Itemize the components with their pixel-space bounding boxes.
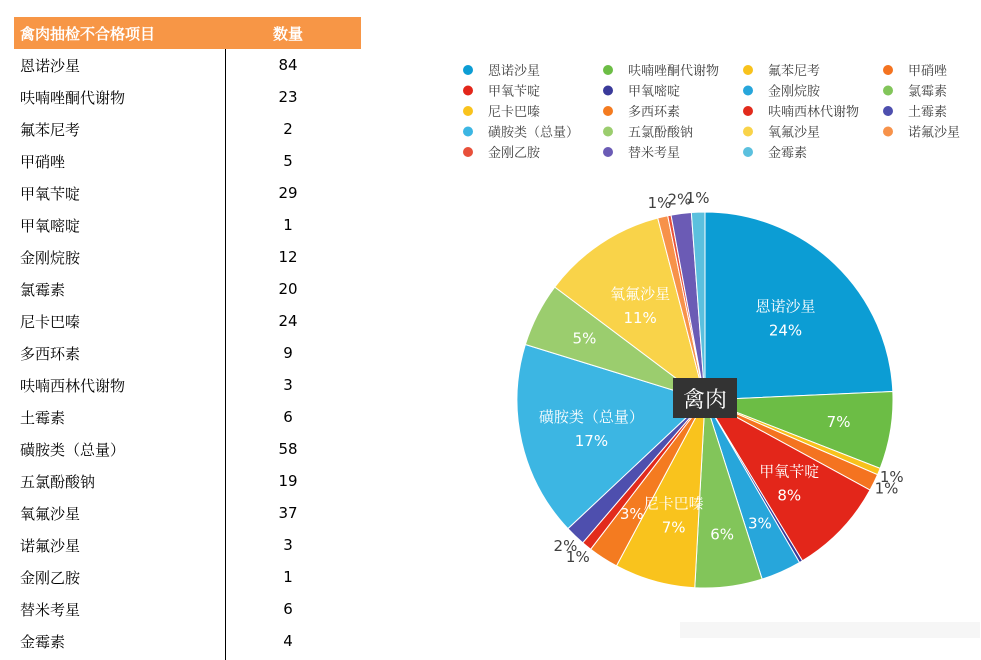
legend-label: 尼卡巴嗪 xyxy=(488,105,541,120)
row-item-name: 多西环素 xyxy=(20,344,81,363)
legend-item xyxy=(463,145,541,161)
row-item-count: 5 xyxy=(283,152,293,170)
slice-label: 1% xyxy=(685,189,710,208)
row-item-count: 2 xyxy=(283,120,293,138)
table-row xyxy=(14,433,361,465)
slice-label: 5% xyxy=(572,329,597,348)
table-row xyxy=(14,81,361,113)
legend-item xyxy=(603,125,693,141)
legend-marker xyxy=(603,127,613,137)
table-row xyxy=(14,145,361,177)
row-item-count: 20 xyxy=(278,280,298,298)
row-item-name: 金刚乙胺 xyxy=(20,568,81,587)
row-item-name: 氯霉素 xyxy=(20,280,66,299)
row-item-count: 6 xyxy=(283,408,293,426)
row-item-count: 4 xyxy=(283,632,293,650)
watermark-strip xyxy=(680,622,980,638)
legend-label: 土霉素 xyxy=(908,105,948,120)
table-row xyxy=(14,209,361,241)
row-item-name: 替米考星 xyxy=(20,600,81,619)
legend-item xyxy=(743,104,859,120)
legend-item xyxy=(603,84,680,100)
legend-item xyxy=(883,125,960,141)
row-item-count: 9 xyxy=(283,344,293,362)
data-table xyxy=(14,17,361,657)
legend-marker xyxy=(463,127,473,137)
table-row xyxy=(14,593,361,625)
legend-marker xyxy=(603,86,613,96)
row-item-count: 12 xyxy=(278,248,298,266)
legend-marker xyxy=(743,106,753,116)
legend-marker xyxy=(743,127,753,137)
row-item-name: 氧氟沙星 xyxy=(20,504,81,523)
legend-marker xyxy=(603,65,613,75)
slice-label: 1% xyxy=(874,479,899,498)
slice-label: 6% xyxy=(710,525,735,544)
table-row xyxy=(14,529,361,561)
row-item-name: 土霉素 xyxy=(20,408,66,427)
legend-item xyxy=(603,145,680,161)
row-item-name: 诺氟沙星 xyxy=(20,536,81,555)
legend-label: 甲氧苄啶 xyxy=(488,84,541,100)
slice-label: 7% xyxy=(661,518,686,537)
table-row xyxy=(14,113,361,145)
slice-label: 氧氟沙星 xyxy=(610,285,671,304)
legend-label: 呋喃唑酮代谢物 xyxy=(628,64,720,79)
row-item-name: 尼卡巴嗪 xyxy=(20,312,81,331)
slice-label: 17% xyxy=(574,432,609,451)
row-item-name: 恩诺沙星 xyxy=(20,56,81,75)
slice-label: 8% xyxy=(777,486,802,505)
row-item-name: 氟苯尼考 xyxy=(20,120,81,139)
row-item-name: 金刚烷胺 xyxy=(20,248,81,267)
slice-label: 3% xyxy=(619,504,644,523)
legend-label: 氟苯尼考 xyxy=(768,64,821,79)
slice-label: 3% xyxy=(748,514,772,533)
legend-item xyxy=(743,125,820,141)
row-item-name: 呋喃西林代谢物 xyxy=(20,376,126,395)
slice-label: 2% xyxy=(553,537,578,556)
row-item-count: 19 xyxy=(278,472,298,490)
row-item-count: 23 xyxy=(278,88,298,106)
table-row xyxy=(14,49,361,81)
row-item-count: 29 xyxy=(278,184,298,202)
legend-marker xyxy=(743,147,753,157)
slice-label: 甲氧苄啶 xyxy=(759,462,820,481)
legend-marker xyxy=(463,86,473,96)
row-item-count: 84 xyxy=(278,56,298,74)
table-row xyxy=(14,497,361,529)
header-count: 数量 xyxy=(272,24,303,43)
slice-label: 尼卡巴嗪 xyxy=(643,494,704,513)
table-row xyxy=(14,625,361,657)
legend-label: 氧氟沙星 xyxy=(768,125,821,141)
legend-marker xyxy=(463,147,473,157)
center-label: 禽肉 xyxy=(682,388,728,413)
row-item-count: 24 xyxy=(278,312,298,330)
legend-label: 金刚烷胺 xyxy=(768,84,821,100)
legend-marker xyxy=(883,86,893,96)
slice-label: 1% xyxy=(879,467,904,486)
table-row xyxy=(14,401,361,433)
legend-item xyxy=(603,63,719,79)
row-item-count: 58 xyxy=(278,440,298,458)
legend-label: 金霉素 xyxy=(768,146,808,161)
table-row xyxy=(14,561,361,593)
legend-label: 呋喃西林代谢物 xyxy=(768,105,860,120)
row-item-count: 6 xyxy=(283,600,293,618)
row-item-count: 1 xyxy=(283,568,293,586)
legend-marker xyxy=(883,65,893,75)
table-row xyxy=(14,177,361,209)
row-item-name: 甲氧嘧啶 xyxy=(20,216,81,235)
legend-marker xyxy=(743,65,753,75)
slice-label: 2% xyxy=(667,190,692,209)
header-item: 禽肉抽检不合格项目 xyxy=(20,24,156,43)
legend-item xyxy=(743,145,807,161)
table-row xyxy=(14,241,361,273)
legend-item xyxy=(463,104,540,120)
legend-marker xyxy=(463,65,473,75)
row-item-name: 甲氧苄啶 xyxy=(20,184,81,203)
slice-label: 磺胺类（总量） xyxy=(538,408,644,427)
slice-label: 恩诺沙星 xyxy=(755,297,816,316)
slice-label: 24% xyxy=(768,321,803,340)
legend-marker xyxy=(603,106,613,116)
table-header xyxy=(14,17,361,49)
legend-item xyxy=(463,84,540,100)
legend-label: 氯霉素 xyxy=(908,84,948,100)
legend-label: 金刚乙胺 xyxy=(488,146,541,161)
table-row xyxy=(14,465,361,497)
slice-label: 1% xyxy=(565,547,590,566)
table-row xyxy=(14,305,361,337)
legend-label: 诺氟沙星 xyxy=(908,125,961,141)
row-item-count: 3 xyxy=(283,376,293,394)
table-row xyxy=(14,337,361,369)
legend-label: 甲氧嘧啶 xyxy=(628,84,681,100)
slice-label: 7% xyxy=(826,413,851,432)
table-row xyxy=(14,369,361,401)
legend-item xyxy=(463,63,540,79)
pie-chart xyxy=(430,55,975,600)
legend-label: 替米考星 xyxy=(628,146,681,161)
row-item-name: 磺胺类（总量） xyxy=(20,440,126,459)
legend-marker xyxy=(743,86,753,96)
legend-item xyxy=(743,84,821,100)
row-item-name: 甲硝唑 xyxy=(20,152,66,171)
legend-item xyxy=(883,85,947,100)
table-row xyxy=(14,273,361,305)
legend-item xyxy=(463,125,579,141)
legend-label: 甲硝唑 xyxy=(908,64,948,79)
row-item-count: 37 xyxy=(278,504,298,522)
legend-marker xyxy=(463,106,473,116)
table-body xyxy=(14,49,361,657)
legend-label: 五氯酚酸钠 xyxy=(628,125,694,141)
legend-item xyxy=(603,105,680,120)
row-item-count: 3 xyxy=(283,536,293,554)
legend-item xyxy=(883,104,947,120)
legend-label: 恩诺沙星 xyxy=(488,64,541,79)
row-item-name: 金霉素 xyxy=(20,632,66,651)
legend-item xyxy=(743,63,820,79)
legend-marker xyxy=(883,106,893,116)
legend-marker xyxy=(883,127,893,137)
row-item-name: 呋喃唑酮代谢物 xyxy=(20,88,126,107)
column-divider xyxy=(225,49,226,660)
legend-label: 多西环素 xyxy=(628,105,681,120)
row-item-count: 1 xyxy=(283,216,293,234)
slice-label: 11% xyxy=(623,309,657,328)
legend-label: 磺胺类（总量） xyxy=(488,125,580,141)
slice-label: 1% xyxy=(647,194,672,213)
legend-marker xyxy=(603,147,613,157)
row-item-name: 五氯酚酸钠 xyxy=(20,472,96,491)
legend-item xyxy=(883,63,948,79)
